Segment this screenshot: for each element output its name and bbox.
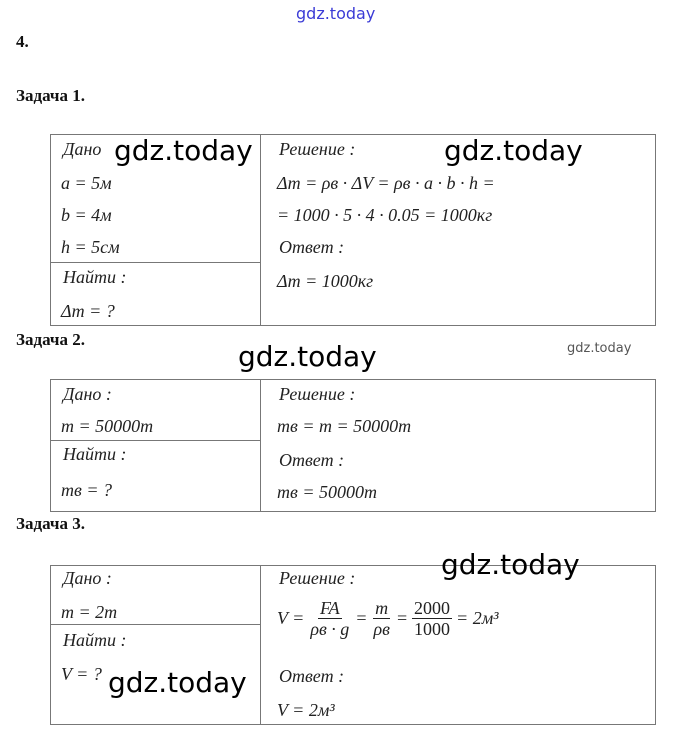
task2-title: Задача 2. bbox=[16, 330, 85, 349]
equals-1: = bbox=[355, 608, 368, 628]
task3-divider bbox=[260, 566, 261, 724]
task1-solution-line1: Δm = ρв · ΔV = ρв · a · b · h = bbox=[277, 173, 495, 193]
task1-given-a: a = 5м bbox=[61, 173, 112, 193]
formula-v: V = bbox=[277, 608, 305, 628]
section-number: 4. bbox=[16, 32, 29, 51]
equals-2: = bbox=[395, 608, 409, 628]
fraction-3-den: 1000 bbox=[414, 619, 451, 639]
task2-hline bbox=[51, 440, 260, 441]
task2-table bbox=[50, 379, 656, 512]
watermark-3: gdz.today bbox=[238, 340, 377, 373]
task2-find: mв = ? bbox=[61, 480, 112, 500]
formula-result: = 2м³ bbox=[456, 608, 499, 628]
task3-answer-label: Ответ : bbox=[279, 666, 345, 686]
watermark-5: gdz.today bbox=[108, 666, 247, 699]
task2-solution-label: Решение : bbox=[279, 384, 356, 404]
task3-find-label: Найти : bbox=[63, 630, 127, 650]
fraction-2-den: ρв bbox=[373, 619, 390, 639]
watermark-2: gdz.today bbox=[444, 134, 583, 167]
fraction-1-num: FA bbox=[319, 598, 340, 618]
fraction-2-num: m bbox=[375, 598, 389, 618]
task3-given-label: Дано : bbox=[63, 568, 112, 588]
task3-hline bbox=[51, 624, 260, 625]
task1-solution-line2: = 1000 · 5 · 4 · 0.05 = 1000кг bbox=[277, 205, 493, 225]
task3-title: Задача 3. bbox=[16, 514, 85, 533]
task1-answer-label: Ответ : bbox=[279, 237, 345, 257]
task3-given-m: m = 2m bbox=[61, 602, 118, 622]
fraction-1-den: ρв · g bbox=[310, 619, 350, 639]
task3-table bbox=[50, 565, 656, 725]
task1-given-label: Дано bbox=[63, 139, 102, 159]
task1-hline bbox=[51, 262, 260, 263]
task3-answer: V = 2м³ bbox=[277, 700, 335, 720]
watermark-4: gdz.today bbox=[441, 548, 580, 581]
task1-find: Δm = ? bbox=[61, 301, 115, 321]
fraction-2 bbox=[371, 598, 391, 639]
fraction-1 bbox=[308, 598, 351, 639]
task1-solution-label: Решение : bbox=[279, 139, 356, 159]
task2-given-label: Дано : bbox=[63, 384, 112, 404]
watermark-1: gdz.today bbox=[114, 134, 253, 167]
watermark-top: gdz.today bbox=[296, 4, 376, 23]
task3-find: V = ? bbox=[61, 664, 102, 684]
task1-find-label: Найти : bbox=[63, 267, 127, 287]
task2-divider bbox=[260, 380, 261, 511]
task3-solution-label: Решение : bbox=[279, 568, 356, 588]
task2-given-m: m = 50000m bbox=[61, 416, 154, 436]
task1-given-b: b = 4м bbox=[61, 205, 112, 225]
task3-formula bbox=[277, 598, 499, 639]
task1-given-h: h = 5см bbox=[61, 237, 120, 257]
task1-divider bbox=[260, 135, 261, 325]
task2-solution-line1: mв = m = 50000m bbox=[277, 416, 412, 436]
task2-answer-label: Ответ : bbox=[279, 450, 345, 470]
fraction-3 bbox=[412, 598, 452, 639]
task2-find-label: Найти : bbox=[63, 444, 127, 464]
watermark-small: gdz.today bbox=[567, 341, 632, 356]
fraction-3-num: 2000 bbox=[414, 598, 451, 618]
task1-answer: Δm = 1000кг bbox=[277, 271, 374, 291]
task1-title: Задача 1. bbox=[16, 86, 85, 105]
task2-answer: mв = 50000m bbox=[277, 482, 377, 502]
